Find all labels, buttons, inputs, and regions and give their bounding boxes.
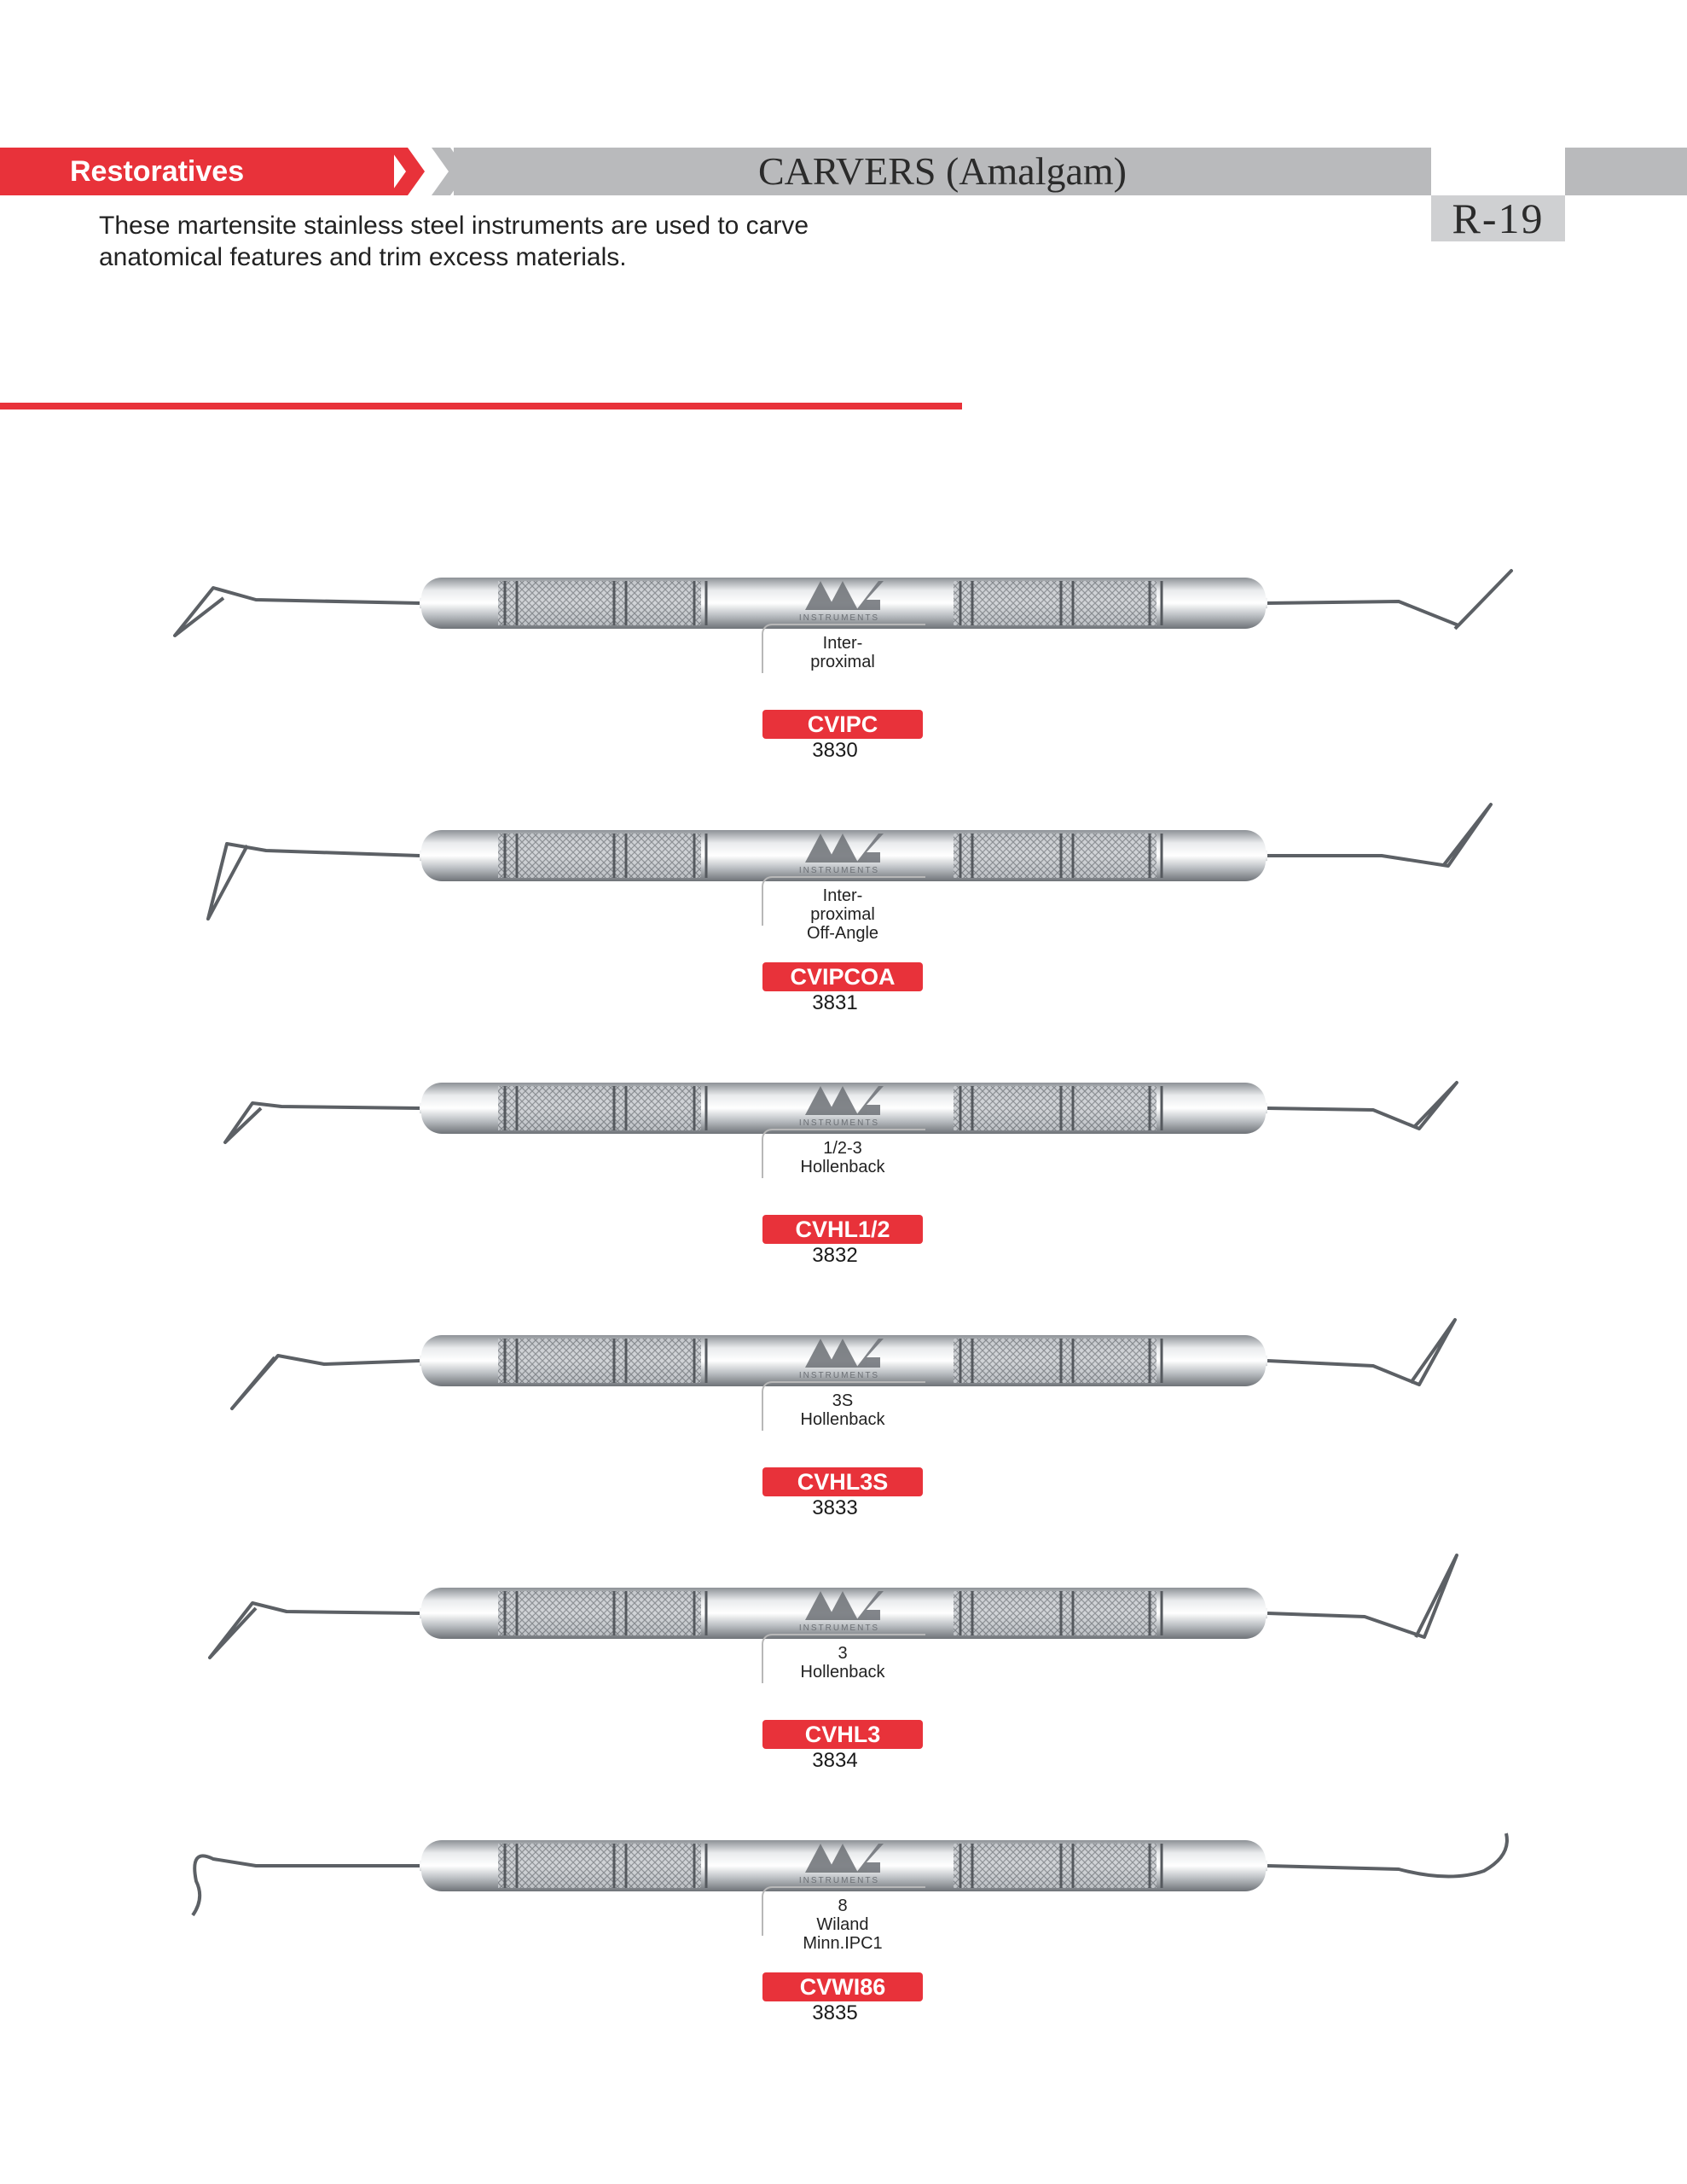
product-code-badge: CVHL1/2 xyxy=(762,1215,923,1244)
product-row xyxy=(0,525,1687,777)
description-line: 8 xyxy=(838,1896,848,1915)
category-tab xyxy=(0,148,394,195)
brand-logo-sub: INSTRUMENTS xyxy=(798,613,880,623)
product-description xyxy=(757,1896,928,1953)
intro-text xyxy=(99,210,952,273)
product-code-badge: CVHL3S xyxy=(762,1467,923,1496)
brand-logo-sub: INSTRUMENTS xyxy=(798,1118,880,1128)
product-description xyxy=(757,886,928,943)
product-code-badge: CVHL3 xyxy=(762,1720,923,1749)
description-line: Off-Angle xyxy=(806,924,879,943)
description-line: proximal xyxy=(810,905,875,924)
catalog-number: 3834 xyxy=(812,1749,858,1772)
catalog-number: 3830 xyxy=(812,739,858,762)
catalog-number: 3835 xyxy=(812,2001,858,2024)
header-bar-end xyxy=(1565,148,1687,195)
brand-logo-sub: INSTRUMENTS xyxy=(798,866,880,875)
product-row xyxy=(0,1282,1687,1535)
product-row xyxy=(0,1787,1687,2040)
product-row xyxy=(0,1030,1687,1282)
description-line: 3 xyxy=(838,1644,848,1663)
catalog-number: 3833 xyxy=(812,1496,858,1519)
product-description xyxy=(757,1139,928,1176)
product-code-badge: CVWI86 xyxy=(762,1972,923,2001)
description-line: 1/2-3 xyxy=(823,1139,862,1158)
description-line: 3S xyxy=(832,1391,854,1410)
catalog-number: 3832 xyxy=(812,1244,858,1267)
brand-logo-sub: INSTRUMENTS xyxy=(798,1876,880,1885)
description-line: Hollenback xyxy=(800,1410,885,1429)
description-line: Hollenback xyxy=(800,1663,885,1682)
description-line: proximal xyxy=(810,653,875,671)
category-label: Restoratives xyxy=(70,155,245,188)
description-line: Inter- xyxy=(822,886,863,905)
intro-line: anatomical features and trim excess materials. xyxy=(99,243,627,271)
product-code-badge: CVIPC xyxy=(762,710,923,739)
product-description xyxy=(757,1391,928,1429)
brand-logo-sub: INSTRUMENTS xyxy=(798,1623,880,1633)
catalog-number: 3831 xyxy=(812,991,858,1014)
page-code: R-19 xyxy=(1431,195,1565,241)
product-row xyxy=(0,777,1687,1030)
description-line: Minn.IPC1 xyxy=(803,1934,883,1953)
page-title: CARVERS (Amalgam) xyxy=(757,149,1127,193)
page-title-bar xyxy=(454,148,1431,195)
brand-logo-sub: INSTRUMENTS xyxy=(798,1371,880,1380)
description-line: Inter- xyxy=(822,634,863,653)
product-code-badge: CVIPCOA xyxy=(762,962,923,991)
product-row xyxy=(0,1535,1687,1787)
product-description xyxy=(757,634,928,671)
section-divider xyxy=(0,403,962,410)
intro-line: These martensite stainless steel instruments are used to carve xyxy=(99,212,809,240)
description-line: Wiland xyxy=(816,1915,869,1934)
description-line: Hollenback xyxy=(800,1158,885,1176)
product-description xyxy=(757,1644,928,1682)
